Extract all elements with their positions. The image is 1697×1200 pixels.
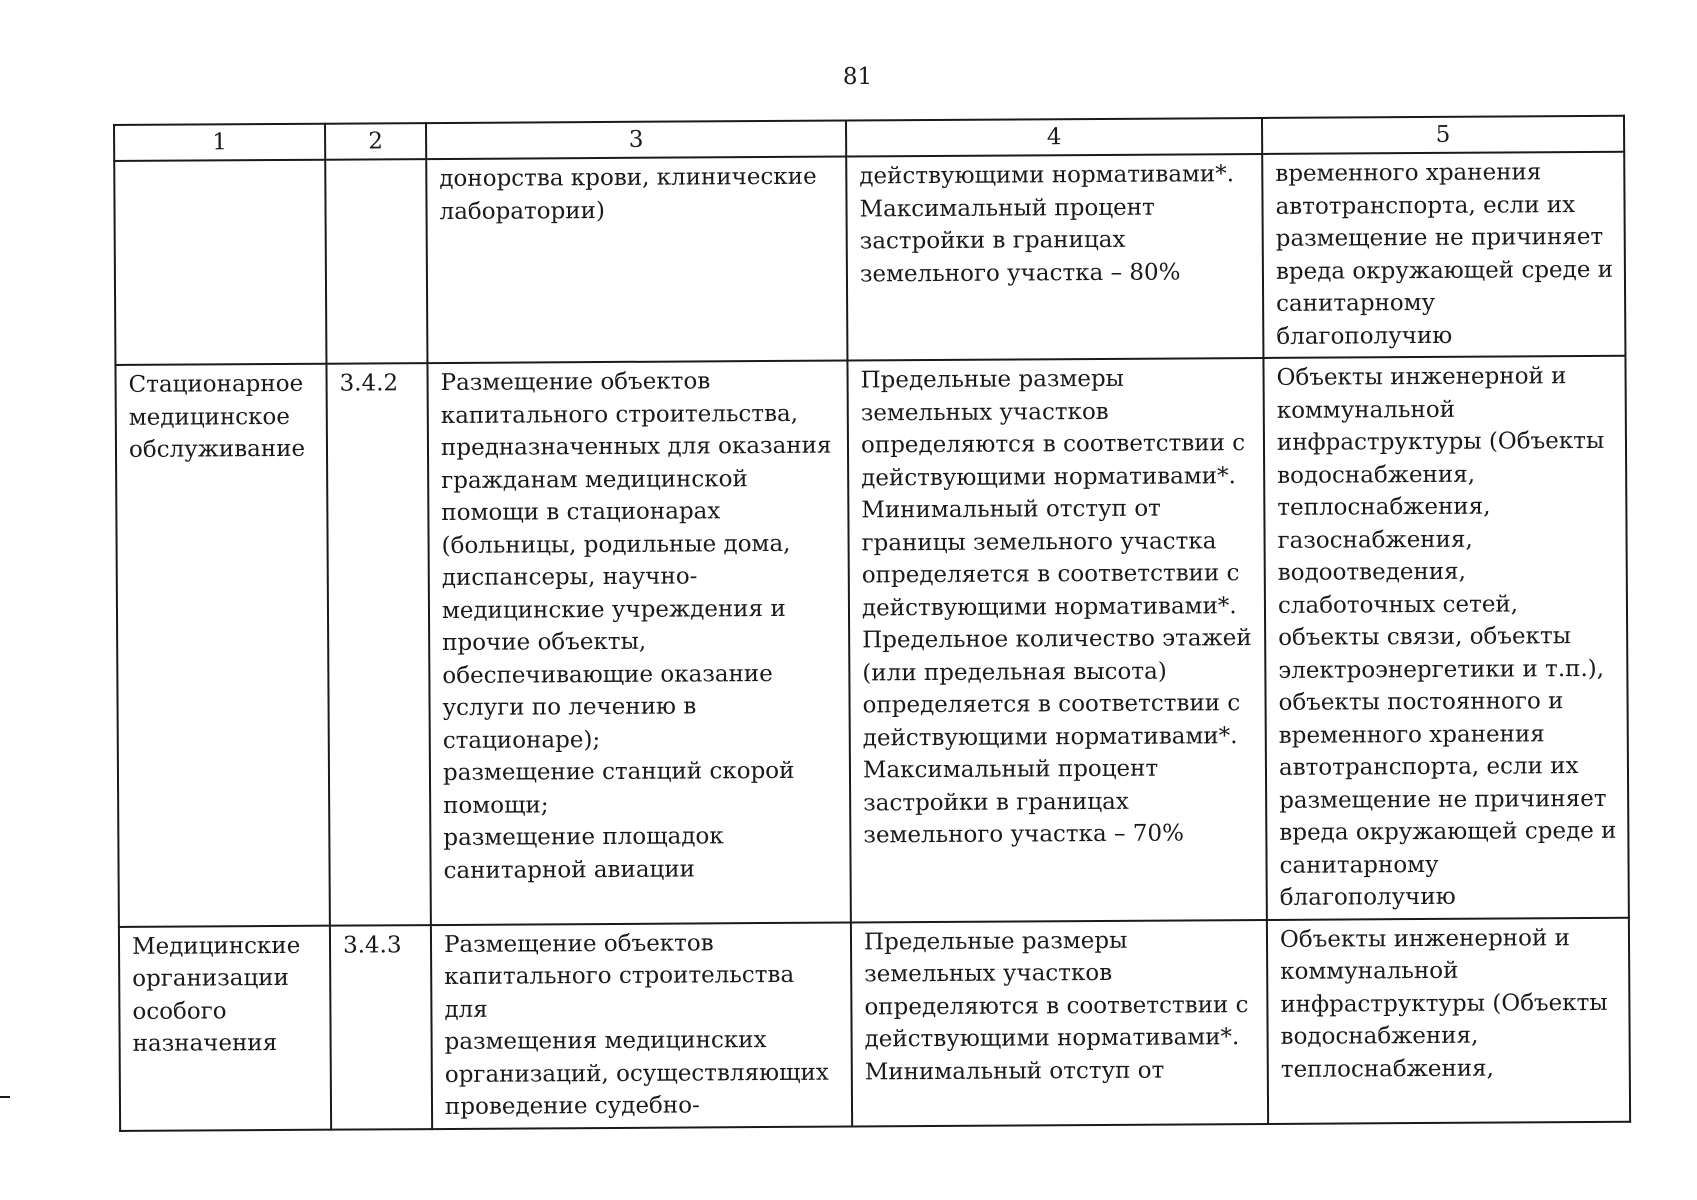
cell-use-code: 3.4.3	[330, 925, 432, 1130]
table-row	[114, 152, 1625, 365]
header-cell-4: 4	[846, 118, 1262, 157]
cell-use-description: донорства крови, клинические лаборатории)	[426, 157, 847, 364]
cell-use-code: 3.4.2	[326, 363, 430, 925]
land-use-table	[113, 115, 1631, 1132]
cell-parameters: действующими нормативами*. Максимальный процент застройки в границах земельного участка – 80%	[846, 154, 1263, 361]
cell-use-name: Медицинские организации особого назначения	[119, 925, 331, 1130]
table-row	[119, 917, 1630, 1130]
header-cell-3: 3	[426, 121, 846, 160]
cell-use-description: Размещение объектов капитального строительства для размещения медицинских организаций, осуществляющих проведение судебно-	[431, 922, 852, 1129]
page-number: 81	[842, 64, 873, 90]
cell-use-code	[325, 159, 427, 364]
margin-mark	[0, 1096, 10, 1098]
table-row	[115, 356, 1628, 927]
cell-auxiliary-uses: Объекты инженерной и коммунальной инфраструктуры (Объекты водоснабжения, теплоснабжения,	[1267, 917, 1630, 1123]
header-cell-5: 5	[1262, 116, 1624, 154]
cell-auxiliary-uses: Объекты инженерной и коммунальной инфраструктуры (Объекты водоснабжения, теплоснабжения, газоснабжения, водоотведения, слаботочных сетей, объекты связи, объекты электроэнергетики и т.п.), объекты постоянного и временного хранения автотранспорта, если их размещение не причиняет вреда окружающей среде и санитарному благополучию	[1263, 356, 1628, 920]
header-cell-1: 1	[114, 124, 325, 161]
header-cell-2: 2	[325, 123, 426, 160]
cell-use-name: Стационарное медицинское обслуживание	[115, 364, 329, 927]
cell-use-name	[114, 160, 326, 365]
cell-parameters: Предельные размеры земельных участков определяются в соответствии с действующими нормативами*. Минимальный отступ от	[851, 919, 1268, 1126]
cell-auxiliary-uses: временного хранения автотранспорта, если их размещение не причиняет вреда окружающей среде и санитарному благополучию	[1262, 152, 1625, 358]
cell-use-description: Размещение объектов капитального строительства, предназначенных для оказания гражданам медицинской помощи в стационарах (больницы, родильные дома, диспансеры, научно- медицинские учреждения и прочие объекты, обеспечивающие оказание услуги по лечению в стационаре); размещение станций скорой помощи; размещение площадок санитарной авиации	[427, 361, 850, 925]
cell-parameters: Предельные размеры земельных участков определяются в соответствии с действующими нормативами*. Минимальный отступ от границы земельного участка определяется в соответствии с действующими нормативами*. Предельное количество этажей (или предельная высота) определяется в соответствии с действующими нормативами*. Максимальный процент застройки в границах земельного участка – 70%	[847, 358, 1266, 922]
